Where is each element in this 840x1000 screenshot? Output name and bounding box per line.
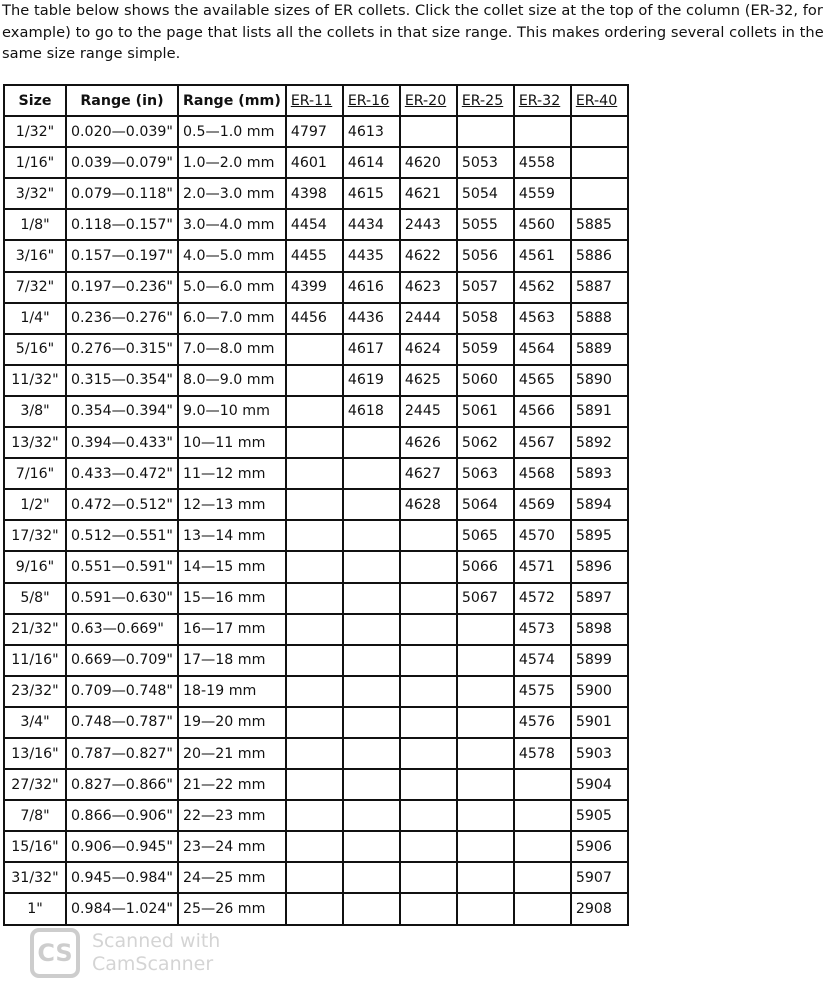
cell-part-number: 4563 bbox=[514, 303, 571, 334]
cell-part-number: 4573 bbox=[514, 614, 571, 645]
cell-part-number bbox=[571, 178, 628, 209]
cell-size: 21/32" bbox=[4, 614, 66, 645]
cell-size: 17/32" bbox=[4, 520, 66, 551]
cell-range-in: 0.669—0.709" bbox=[66, 645, 178, 676]
cell-part-number: 4456 bbox=[286, 303, 343, 334]
cell-part-number bbox=[286, 396, 343, 427]
cell-part-number: 4574 bbox=[514, 645, 571, 676]
cell-part-number: 4621 bbox=[400, 178, 457, 209]
cell-part-number: 4616 bbox=[343, 272, 400, 303]
cell-part-number: 4568 bbox=[514, 458, 571, 489]
header-link-er-32[interactable]: ER-32 bbox=[514, 85, 571, 116]
cell-part-number: 4578 bbox=[514, 738, 571, 769]
cell-part-number: 5055 bbox=[457, 209, 514, 240]
cell-range-in: 0.118—0.157" bbox=[66, 209, 178, 240]
cell-part-number: 4575 bbox=[514, 676, 571, 707]
table-row bbox=[4, 676, 628, 707]
cell-part-number: 4620 bbox=[400, 147, 457, 178]
cell-part-number bbox=[571, 147, 628, 178]
cell-part-number: 4399 bbox=[286, 272, 343, 303]
cell-size: 7/8" bbox=[4, 800, 66, 831]
cell-part-number bbox=[286, 427, 343, 458]
cell-part-number bbox=[286, 365, 343, 396]
cell-range-mm: 12—13 mm bbox=[178, 489, 286, 520]
cell-part-number: 4436 bbox=[343, 303, 400, 334]
table-row bbox=[4, 769, 628, 800]
cell-part-number bbox=[343, 427, 400, 458]
cell-size: 9/16" bbox=[4, 551, 66, 582]
cell-part-number bbox=[400, 583, 457, 614]
cell-range-in: 0.472—0.512" bbox=[66, 489, 178, 520]
table-row bbox=[4, 209, 628, 240]
cell-part-number bbox=[400, 769, 457, 800]
cell-part-number: 5889 bbox=[571, 334, 628, 365]
cell-part-number bbox=[400, 707, 457, 738]
cell-part-number: 5056 bbox=[457, 240, 514, 271]
cell-part-number bbox=[286, 645, 343, 676]
cell-range-mm: 15—16 mm bbox=[178, 583, 286, 614]
cell-part-number: 4560 bbox=[514, 209, 571, 240]
cell-part-number bbox=[343, 800, 400, 831]
cell-part-number bbox=[514, 116, 571, 147]
header-range-mm: Range (mm) bbox=[178, 85, 286, 116]
header-link-er-25[interactable]: ER-25 bbox=[457, 85, 514, 116]
cell-part-number bbox=[286, 551, 343, 582]
cell-part-number: 5058 bbox=[457, 303, 514, 334]
cell-part-number: 4559 bbox=[514, 178, 571, 209]
cell-part-number bbox=[400, 893, 457, 924]
table-row bbox=[4, 583, 628, 614]
cell-part-number: 4569 bbox=[514, 489, 571, 520]
header-link-er-20[interactable]: ER-20 bbox=[400, 85, 457, 116]
table-row bbox=[4, 147, 628, 178]
cell-part-number: 4615 bbox=[343, 178, 400, 209]
cell-part-number bbox=[457, 116, 514, 147]
cell-part-number: 5898 bbox=[571, 614, 628, 645]
cell-part-number bbox=[457, 862, 514, 893]
cell-part-number: 5901 bbox=[571, 707, 628, 738]
cell-part-number: 4628 bbox=[400, 489, 457, 520]
cell-part-number: 5060 bbox=[457, 365, 514, 396]
cell-range-in: 0.945—0.984" bbox=[66, 862, 178, 893]
table-row bbox=[4, 520, 628, 551]
cell-part-number: 5899 bbox=[571, 645, 628, 676]
camscanner-logo: CS bbox=[30, 928, 80, 978]
cell-part-number: 4558 bbox=[514, 147, 571, 178]
cell-part-number: 4561 bbox=[514, 240, 571, 271]
cell-part-number: 4626 bbox=[400, 427, 457, 458]
cell-part-number: 5886 bbox=[571, 240, 628, 271]
cell-part-number bbox=[514, 862, 571, 893]
table-row bbox=[4, 272, 628, 303]
header-range-in: Range (in) bbox=[66, 85, 178, 116]
cell-part-number bbox=[343, 614, 400, 645]
table-row bbox=[4, 303, 628, 334]
cell-part-number: 5906 bbox=[571, 831, 628, 862]
cell-part-number bbox=[457, 893, 514, 924]
cell-part-number bbox=[286, 769, 343, 800]
intro-paragraph: The table below shows the available sizes of ER collets. Click the collet size at the top of the column (ER-32, for example) to go to the page that lists all the collets in that size range. This makes ordering several collets in the same size range simple. bbox=[2, 2, 824, 62]
table-row bbox=[4, 645, 628, 676]
cell-size: 7/16" bbox=[4, 458, 66, 489]
cell-part-number bbox=[343, 831, 400, 862]
cell-part-number bbox=[457, 707, 514, 738]
cell-part-number bbox=[286, 334, 343, 365]
cell-part-number bbox=[400, 862, 457, 893]
cell-range-in: 0.079—0.118" bbox=[66, 178, 178, 209]
cell-range-mm: 11—12 mm bbox=[178, 458, 286, 489]
cell-range-mm: 5.0—6.0 mm bbox=[178, 272, 286, 303]
cell-range-mm: 16—17 mm bbox=[178, 614, 286, 645]
cell-part-number: 4455 bbox=[286, 240, 343, 271]
cell-part-number bbox=[514, 769, 571, 800]
cell-part-number bbox=[571, 116, 628, 147]
cell-part-number bbox=[286, 893, 343, 924]
cell-range-mm: 2.0—3.0 mm bbox=[178, 178, 286, 209]
cell-size: 3/4" bbox=[4, 707, 66, 738]
table-row bbox=[4, 738, 628, 769]
table-body bbox=[4, 116, 628, 924]
cell-part-number bbox=[400, 738, 457, 769]
cell-range-mm: 20—21 mm bbox=[178, 738, 286, 769]
cell-part-number bbox=[286, 676, 343, 707]
cell-part-number: 5903 bbox=[571, 738, 628, 769]
cell-range-in: 0.236—0.276" bbox=[66, 303, 178, 334]
cell-range-mm: 21—22 mm bbox=[178, 769, 286, 800]
cell-part-number bbox=[343, 707, 400, 738]
table-row bbox=[4, 614, 628, 645]
cell-range-mm: 10—11 mm bbox=[178, 427, 286, 458]
cell-part-number bbox=[457, 831, 514, 862]
cell-part-number bbox=[286, 458, 343, 489]
cell-part-number bbox=[343, 645, 400, 676]
cell-range-mm: 1.0—2.0 mm bbox=[178, 147, 286, 178]
cell-range-in: 0.039—0.079" bbox=[66, 147, 178, 178]
cell-range-in: 0.394—0.433" bbox=[66, 427, 178, 458]
cell-range-mm: 17—18 mm bbox=[178, 645, 286, 676]
cell-part-number bbox=[286, 800, 343, 831]
cell-part-number: 4627 bbox=[400, 458, 457, 489]
table-row bbox=[4, 831, 628, 862]
cell-part-number: 5062 bbox=[457, 427, 514, 458]
cell-part-number: 4571 bbox=[514, 551, 571, 582]
cell-part-number bbox=[400, 831, 457, 862]
cell-range-in: 0.866—0.906" bbox=[66, 800, 178, 831]
watermark-line-2: CamScanner bbox=[92, 953, 214, 975]
cell-part-number: 2444 bbox=[400, 303, 457, 334]
cell-part-number: 5066 bbox=[457, 551, 514, 582]
cell-range-in: 0.787—0.827" bbox=[66, 738, 178, 769]
cell-part-number bbox=[400, 116, 457, 147]
cell-range-in: 0.020—0.039" bbox=[66, 116, 178, 147]
cell-part-number bbox=[400, 614, 457, 645]
cell-part-number bbox=[457, 676, 514, 707]
cell-size: 11/16" bbox=[4, 645, 66, 676]
cell-part-number bbox=[400, 800, 457, 831]
cell-range-mm: 25—26 mm bbox=[178, 893, 286, 924]
cell-size: 5/16" bbox=[4, 334, 66, 365]
table-row bbox=[4, 893, 628, 924]
table-row bbox=[4, 240, 628, 271]
cell-part-number: 4613 bbox=[343, 116, 400, 147]
table-row bbox=[4, 489, 628, 520]
cell-range-mm: 8.0—9.0 mm bbox=[178, 365, 286, 396]
watermark-line-1: Scanned with bbox=[92, 930, 221, 952]
cell-size: 15/16" bbox=[4, 831, 66, 862]
cell-part-number: 4614 bbox=[343, 147, 400, 178]
cell-part-number bbox=[286, 489, 343, 520]
cell-range-in: 0.63—0.669" bbox=[66, 614, 178, 645]
cell-part-number bbox=[457, 614, 514, 645]
cell-size: 1/16" bbox=[4, 147, 66, 178]
cell-part-number: 2443 bbox=[400, 209, 457, 240]
cell-part-number: 5053 bbox=[457, 147, 514, 178]
cell-part-number: 5891 bbox=[571, 396, 628, 427]
cell-range-in: 0.709—0.748" bbox=[66, 676, 178, 707]
table-row bbox=[4, 427, 628, 458]
cell-part-number bbox=[286, 520, 343, 551]
cell-part-number bbox=[400, 645, 457, 676]
cell-size: 3/32" bbox=[4, 178, 66, 209]
cell-part-number: 5064 bbox=[457, 489, 514, 520]
cell-part-number: 5893 bbox=[571, 458, 628, 489]
header-size: Size bbox=[4, 85, 66, 116]
cell-part-number: 5065 bbox=[457, 520, 514, 551]
cell-range-in: 0.827—0.866" bbox=[66, 769, 178, 800]
watermark-text bbox=[92, 930, 220, 976]
cell-part-number bbox=[286, 707, 343, 738]
cell-size: 3/8" bbox=[4, 396, 66, 427]
cell-range-mm: 24—25 mm bbox=[178, 862, 286, 893]
cell-part-number bbox=[343, 551, 400, 582]
cell-range-mm: 9.0—10 mm bbox=[178, 396, 286, 427]
cell-part-number: 5895 bbox=[571, 520, 628, 551]
collet-size-table bbox=[3, 84, 629, 926]
cell-range-mm: 22—23 mm bbox=[178, 800, 286, 831]
cell-part-number: 4572 bbox=[514, 583, 571, 614]
cell-part-number: 4567 bbox=[514, 427, 571, 458]
cell-part-number: 5067 bbox=[457, 583, 514, 614]
cell-size: 7/32" bbox=[4, 272, 66, 303]
cell-range-in: 0.748—0.787" bbox=[66, 707, 178, 738]
cell-part-number: 4623 bbox=[400, 272, 457, 303]
cell-range-mm: 4.0—5.0 mm bbox=[178, 240, 286, 271]
cell-size: 23/32" bbox=[4, 676, 66, 707]
cell-part-number: 5900 bbox=[571, 676, 628, 707]
cell-size: 1/8" bbox=[4, 209, 66, 240]
cell-part-number: 4434 bbox=[343, 209, 400, 240]
cell-part-number: 5897 bbox=[571, 583, 628, 614]
cell-range-mm: 19—20 mm bbox=[178, 707, 286, 738]
cell-range-in: 0.354—0.394" bbox=[66, 396, 178, 427]
cell-part-number: 4564 bbox=[514, 334, 571, 365]
cell-part-number bbox=[343, 893, 400, 924]
cell-part-number: 4619 bbox=[343, 365, 400, 396]
cell-size: 5/8" bbox=[4, 583, 66, 614]
table-row bbox=[4, 800, 628, 831]
cell-part-number bbox=[286, 583, 343, 614]
cell-range-in: 0.512—0.551" bbox=[66, 520, 178, 551]
cell-part-number: 4618 bbox=[343, 396, 400, 427]
cell-range-mm: 3.0—4.0 mm bbox=[178, 209, 286, 240]
cell-part-number: 5887 bbox=[571, 272, 628, 303]
cell-part-number: 4570 bbox=[514, 520, 571, 551]
cell-part-number: 4435 bbox=[343, 240, 400, 271]
cell-range-mm: 18-19 mm bbox=[178, 676, 286, 707]
cell-range-in: 0.433—0.472" bbox=[66, 458, 178, 489]
cell-part-number: 2445 bbox=[400, 396, 457, 427]
cell-part-number bbox=[514, 893, 571, 924]
cell-size: 31/32" bbox=[4, 862, 66, 893]
cell-part-number bbox=[400, 520, 457, 551]
cell-part-number bbox=[400, 551, 457, 582]
cell-part-number: 4398 bbox=[286, 178, 343, 209]
cell-part-number: 5894 bbox=[571, 489, 628, 520]
cell-part-number: 5885 bbox=[571, 209, 628, 240]
cell-size: 13/16" bbox=[4, 738, 66, 769]
cell-part-number bbox=[286, 614, 343, 645]
cell-size: 11/32" bbox=[4, 365, 66, 396]
cell-range-mm: 13—14 mm bbox=[178, 520, 286, 551]
cell-part-number: 5904 bbox=[571, 769, 628, 800]
cell-part-number bbox=[457, 738, 514, 769]
cell-range-in: 0.157—0.197" bbox=[66, 240, 178, 271]
cell-range-mm: 23—24 mm bbox=[178, 831, 286, 862]
table-row bbox=[4, 862, 628, 893]
cell-range-in: 0.984—1.024" bbox=[66, 893, 178, 924]
cell-part-number bbox=[343, 489, 400, 520]
cell-part-number: 4576 bbox=[514, 707, 571, 738]
cell-part-number bbox=[343, 583, 400, 614]
cell-size: 1/2" bbox=[4, 489, 66, 520]
cell-range-in: 0.591—0.630" bbox=[66, 583, 178, 614]
cell-range-in: 0.315—0.354" bbox=[66, 365, 178, 396]
cell-part-number: 4454 bbox=[286, 209, 343, 240]
cell-part-number bbox=[457, 800, 514, 831]
cell-part-number bbox=[514, 800, 571, 831]
cell-part-number bbox=[343, 862, 400, 893]
header-link-er-40[interactable]: ER-40 bbox=[571, 85, 628, 116]
cell-part-number: 5907 bbox=[571, 862, 628, 893]
cell-part-number: 5905 bbox=[571, 800, 628, 831]
cell-part-number bbox=[457, 769, 514, 800]
cell-part-number bbox=[457, 645, 514, 676]
cell-range-mm: 7.0—8.0 mm bbox=[178, 334, 286, 365]
cell-part-number bbox=[286, 738, 343, 769]
cell-part-number bbox=[400, 676, 457, 707]
cell-size: 3/16" bbox=[4, 240, 66, 271]
cell-size: 1/32" bbox=[4, 116, 66, 147]
cell-part-number bbox=[343, 676, 400, 707]
cell-range-mm: 14—15 mm bbox=[178, 551, 286, 582]
cell-part-number bbox=[343, 458, 400, 489]
cell-part-number: 4566 bbox=[514, 396, 571, 427]
cell-part-number: 4624 bbox=[400, 334, 457, 365]
table-row bbox=[4, 365, 628, 396]
cell-size: 27/32" bbox=[4, 769, 66, 800]
cell-range-mm: 0.5—1.0 mm bbox=[178, 116, 286, 147]
cell-range-mm: 6.0—7.0 mm bbox=[178, 303, 286, 334]
cell-part-number: 5888 bbox=[571, 303, 628, 334]
table-row bbox=[4, 707, 628, 738]
cell-range-in: 0.906—0.945" bbox=[66, 831, 178, 862]
cell-part-number: 5059 bbox=[457, 334, 514, 365]
cell-part-number: 2908 bbox=[571, 893, 628, 924]
cell-part-number bbox=[514, 831, 571, 862]
table-row bbox=[4, 396, 628, 427]
table-header-row bbox=[4, 85, 628, 116]
cell-part-number: 4622 bbox=[400, 240, 457, 271]
cell-part-number bbox=[343, 769, 400, 800]
table-row bbox=[4, 458, 628, 489]
cell-part-number: 4617 bbox=[343, 334, 400, 365]
cell-part-number bbox=[343, 520, 400, 551]
cell-part-number: 4625 bbox=[400, 365, 457, 396]
cell-part-number bbox=[286, 831, 343, 862]
cell-range-in: 0.276—0.315" bbox=[66, 334, 178, 365]
cell-part-number: 5063 bbox=[457, 458, 514, 489]
cell-size: 1" bbox=[4, 893, 66, 924]
cell-size: 1/4" bbox=[4, 303, 66, 334]
cell-part-number: 4797 bbox=[286, 116, 343, 147]
cell-part-number: 5054 bbox=[457, 178, 514, 209]
cell-part-number: 5057 bbox=[457, 272, 514, 303]
cell-part-number: 4601 bbox=[286, 147, 343, 178]
cell-part-number: 4565 bbox=[514, 365, 571, 396]
header-link-er-16[interactable]: ER-16 bbox=[343, 85, 400, 116]
cell-part-number: 5890 bbox=[571, 365, 628, 396]
cell-part-number: 4562 bbox=[514, 272, 571, 303]
header-link-er-11[interactable]: ER-11 bbox=[286, 85, 343, 116]
table-row bbox=[4, 551, 628, 582]
cell-range-in: 0.197—0.236" bbox=[66, 272, 178, 303]
cell-part-number bbox=[286, 862, 343, 893]
cell-part-number bbox=[343, 738, 400, 769]
cell-part-number: 5892 bbox=[571, 427, 628, 458]
cell-part-number: 5061 bbox=[457, 396, 514, 427]
table-row bbox=[4, 334, 628, 365]
camscanner-watermark bbox=[30, 928, 270, 980]
cell-range-in: 0.551—0.591" bbox=[66, 551, 178, 582]
table-row bbox=[4, 116, 628, 147]
cell-part-number: 5896 bbox=[571, 551, 628, 582]
cell-size: 13/32" bbox=[4, 427, 66, 458]
table-row bbox=[4, 178, 628, 209]
